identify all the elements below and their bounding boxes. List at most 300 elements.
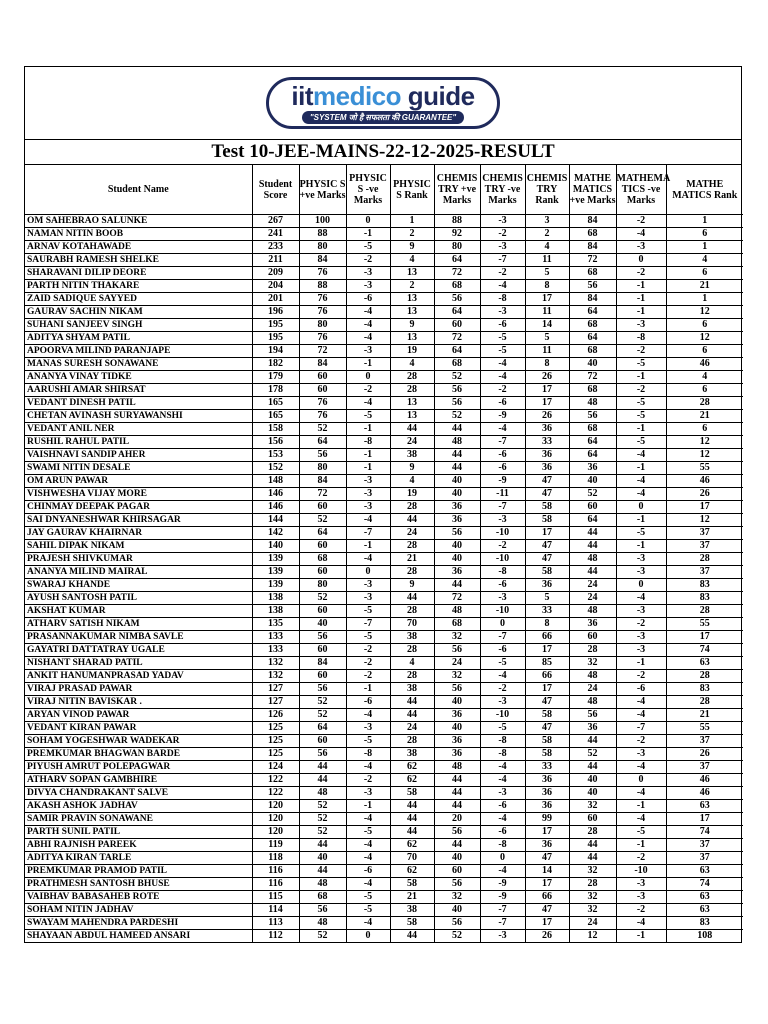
score-cell: 46 <box>666 774 743 787</box>
table-row <box>25 800 743 813</box>
score-cell: 9 <box>390 579 434 592</box>
score-cell: -3 <box>480 696 525 709</box>
score-cell: 72 <box>434 592 480 605</box>
score-cell: 36 <box>525 579 569 592</box>
table-body <box>25 215 743 943</box>
score-cell: 40 <box>569 774 616 787</box>
score-cell: -3 <box>480 306 525 319</box>
student-name-cell: AKASH ASHOK JADHAV <box>25 800 252 813</box>
score-cell: 83 <box>666 683 743 696</box>
score-cell: 63 <box>666 865 743 878</box>
score-cell: 64 <box>434 345 480 358</box>
score-cell: 36 <box>569 462 616 475</box>
score-cell: -2 <box>480 228 525 241</box>
score-cell: 138 <box>252 592 299 605</box>
score-cell: 40 <box>434 540 480 553</box>
score-cell: 26 <box>666 488 743 501</box>
score-cell: 47 <box>525 722 569 735</box>
table-row <box>25 761 743 774</box>
score-cell: 55 <box>666 722 743 735</box>
column-header: PHYSIC S +ve Marks <box>299 165 346 215</box>
score-cell: 36 <box>569 618 616 631</box>
score-cell: 92 <box>434 228 480 241</box>
student-name-cell: MANAS SURESH SONAWANE <box>25 358 252 371</box>
score-cell: 52 <box>299 696 346 709</box>
score-cell: 4 <box>666 254 743 267</box>
score-cell: 28 <box>390 644 434 657</box>
score-cell: -2 <box>346 644 390 657</box>
score-cell: 60 <box>299 735 346 748</box>
score-cell: 44 <box>434 579 480 592</box>
score-cell: -2 <box>346 384 390 397</box>
score-cell: -9 <box>480 410 525 423</box>
score-cell: -4 <box>346 761 390 774</box>
score-cell: 28 <box>390 371 434 384</box>
score-cell: -6 <box>480 449 525 462</box>
score-cell: 76 <box>299 397 346 410</box>
score-cell: -1 <box>616 540 666 553</box>
score-cell: -1 <box>616 839 666 852</box>
score-cell: 68 <box>569 267 616 280</box>
score-cell: 267 <box>252 215 299 228</box>
student-name-cell: SAMIR PRAVIN SONAWANE <box>25 813 252 826</box>
table-row <box>25 592 743 605</box>
score-cell: -10 <box>480 553 525 566</box>
score-cell: -11 <box>480 488 525 501</box>
score-cell: -2 <box>616 904 666 917</box>
score-cell: 60 <box>434 865 480 878</box>
score-cell: 44 <box>434 462 480 475</box>
score-cell: 152 <box>252 462 299 475</box>
score-cell: 26 <box>525 371 569 384</box>
table-row <box>25 254 743 267</box>
score-cell: 19 <box>390 345 434 358</box>
score-cell: -8 <box>346 436 390 449</box>
score-cell: 52 <box>299 930 346 943</box>
table-row <box>25 501 743 514</box>
table-row <box>25 514 743 527</box>
student-name-cell: SHAYAAN ABDUL HAMEED ANSARI <box>25 930 252 943</box>
score-cell: 11 <box>525 254 569 267</box>
score-cell: -4 <box>346 553 390 566</box>
score-cell: 17 <box>525 917 569 930</box>
score-cell: -6 <box>480 644 525 657</box>
score-cell: 44 <box>390 514 434 527</box>
table-row <box>25 358 743 371</box>
score-cell: 5 <box>525 592 569 605</box>
student-name-cell: ANANYA VINAY TIDKE <box>25 371 252 384</box>
score-cell: -10 <box>480 527 525 540</box>
score-cell: 37 <box>666 839 743 852</box>
table-row <box>25 787 743 800</box>
score-cell: 58 <box>390 878 434 891</box>
score-cell: 36 <box>525 800 569 813</box>
score-cell: 58 <box>390 917 434 930</box>
student-name-cell: VIRAJ NITIN BAVISKAR . <box>25 696 252 709</box>
score-cell: -2 <box>616 670 666 683</box>
score-cell: -6 <box>480 826 525 839</box>
score-cell: -5 <box>346 631 390 644</box>
score-cell: 64 <box>299 722 346 735</box>
score-cell: -2 <box>616 384 666 397</box>
score-cell: -5 <box>616 410 666 423</box>
score-cell: 60 <box>434 319 480 332</box>
score-cell: 17 <box>525 397 569 410</box>
score-cell: 58 <box>525 709 569 722</box>
table-row <box>25 436 743 449</box>
score-cell: 0 <box>616 254 666 267</box>
score-cell: 64 <box>569 332 616 345</box>
score-cell: -4 <box>616 696 666 709</box>
score-cell: 37 <box>666 735 743 748</box>
score-cell: 60 <box>299 670 346 683</box>
score-cell: 66 <box>525 670 569 683</box>
brand-logo <box>266 77 500 129</box>
student-name-cell: PRASANNAKUMAR NIMBA SAVLE <box>25 631 252 644</box>
score-cell: 37 <box>666 527 743 540</box>
score-cell: 32 <box>569 657 616 670</box>
score-cell: 52 <box>299 514 346 527</box>
student-name-cell: ATHARV SATISH NIKAM <box>25 618 252 631</box>
score-cell: -6 <box>346 293 390 306</box>
student-name-cell: VISHWESHA VIJAY MORE <box>25 488 252 501</box>
score-cell: 48 <box>569 553 616 566</box>
score-cell: 115 <box>252 891 299 904</box>
score-cell: 44 <box>434 787 480 800</box>
table-row <box>25 631 743 644</box>
score-cell: -5 <box>480 722 525 735</box>
table-row <box>25 397 743 410</box>
score-cell: 142 <box>252 527 299 540</box>
score-cell: -1 <box>346 423 390 436</box>
score-cell: 0 <box>616 501 666 514</box>
score-cell: 135 <box>252 618 299 631</box>
score-cell: -8 <box>480 735 525 748</box>
score-cell: 127 <box>252 696 299 709</box>
score-cell: 47 <box>525 696 569 709</box>
student-name-cell: ANANYA MILIND MAIRAL <box>25 566 252 579</box>
score-cell: 1 <box>666 293 743 306</box>
score-cell: -7 <box>480 436 525 449</box>
page-title: Test 10-JEE-MAINS-22-12-2025-RESULT <box>25 140 741 165</box>
table-row <box>25 605 743 618</box>
score-cell: -6 <box>616 683 666 696</box>
student-name-cell: ARNAV KOTAHAWADE <box>25 241 252 254</box>
score-cell: -3 <box>616 566 666 579</box>
score-cell: 47 <box>525 488 569 501</box>
score-cell: 0 <box>616 579 666 592</box>
score-cell: 5 <box>525 267 569 280</box>
table-row <box>25 696 743 709</box>
score-cell: 40 <box>434 904 480 917</box>
score-cell: 122 <box>252 787 299 800</box>
score-cell: -3 <box>480 592 525 605</box>
score-cell: 158 <box>252 423 299 436</box>
score-cell: 32 <box>434 670 480 683</box>
score-cell: 72 <box>569 371 616 384</box>
score-cell: 32 <box>569 865 616 878</box>
score-cell: -7 <box>346 527 390 540</box>
student-name-cell: ABHI RAJNISH PAREEK <box>25 839 252 852</box>
score-cell: 72 <box>299 345 346 358</box>
score-cell: 13 <box>390 410 434 423</box>
student-name-cell: SAURABH RAMESH SHELKE <box>25 254 252 267</box>
student-name-cell: PARTH NITIN THAKARE <box>25 280 252 293</box>
score-cell: 26 <box>525 930 569 943</box>
score-cell: 26 <box>666 748 743 761</box>
score-cell: 40 <box>299 852 346 865</box>
score-cell: 44 <box>434 449 480 462</box>
score-cell: 4 <box>525 241 569 254</box>
score-cell: 68 <box>434 280 480 293</box>
score-cell: 24 <box>569 683 616 696</box>
score-cell: -5 <box>346 735 390 748</box>
score-cell: 84 <box>569 215 616 228</box>
table-row <box>25 930 743 943</box>
student-name-cell: VAISHNAVI SANDIP AHER <box>25 449 252 462</box>
score-cell: 33 <box>525 436 569 449</box>
score-cell: -4 <box>480 371 525 384</box>
column-header: CHEMIS TRY -ve Marks <box>480 165 525 215</box>
score-cell: -1 <box>616 423 666 436</box>
score-cell: 74 <box>666 826 743 839</box>
score-cell: 58 <box>525 514 569 527</box>
score-cell: 52 <box>569 488 616 501</box>
score-cell: 52 <box>299 826 346 839</box>
score-cell: 58 <box>390 787 434 800</box>
score-cell: 38 <box>390 631 434 644</box>
score-cell: -6 <box>480 462 525 475</box>
student-name-cell: JAY GAURAV KHAIRNAR <box>25 527 252 540</box>
score-cell: 125 <box>252 722 299 735</box>
score-cell: 64 <box>569 306 616 319</box>
score-cell: -6 <box>480 800 525 813</box>
score-cell: 64 <box>299 527 346 540</box>
score-cell: 44 <box>434 839 480 852</box>
score-cell: -4 <box>480 774 525 787</box>
score-cell: -8 <box>480 839 525 852</box>
score-cell: -4 <box>346 332 390 345</box>
score-cell: 80 <box>434 241 480 254</box>
score-cell: -4 <box>616 592 666 605</box>
score-cell: 5 <box>525 332 569 345</box>
score-cell: -7 <box>480 904 525 917</box>
score-cell: 17 <box>525 527 569 540</box>
score-cell: 72 <box>569 254 616 267</box>
score-cell: -5 <box>480 345 525 358</box>
score-cell: 14 <box>525 319 569 332</box>
score-cell: -4 <box>616 488 666 501</box>
score-cell: -8 <box>616 332 666 345</box>
score-cell: -6 <box>480 397 525 410</box>
table-row <box>25 748 743 761</box>
score-cell: 12 <box>666 436 743 449</box>
table-row <box>25 345 743 358</box>
score-cell: 48 <box>569 670 616 683</box>
score-cell: 146 <box>252 488 299 501</box>
score-cell: 13 <box>390 306 434 319</box>
student-name-cell: PARTH SUNIL PATIL <box>25 826 252 839</box>
table-row <box>25 423 743 436</box>
student-name-cell: SHARAVANI DILIP DEORE <box>25 267 252 280</box>
score-cell: 1 <box>666 215 743 228</box>
table-row <box>25 384 743 397</box>
score-cell: 44 <box>569 839 616 852</box>
score-cell: -5 <box>616 527 666 540</box>
student-name-cell: ZAID SADIQUE SAYYED <box>25 293 252 306</box>
score-cell: 84 <box>299 475 346 488</box>
score-cell: 68 <box>569 345 616 358</box>
logo-header <box>25 67 741 140</box>
score-cell: 83 <box>666 579 743 592</box>
score-cell: 178 <box>252 384 299 397</box>
score-cell: -9 <box>480 891 525 904</box>
score-cell: 6 <box>666 267 743 280</box>
header-row <box>25 165 743 215</box>
score-cell: 120 <box>252 826 299 839</box>
score-cell: 40 <box>569 358 616 371</box>
score-cell: 56 <box>569 709 616 722</box>
student-name-cell: CHINMAY DEEPAK PAGAR <box>25 501 252 514</box>
score-cell: 85 <box>525 657 569 670</box>
score-cell: 72 <box>434 332 480 345</box>
score-cell: 132 <box>252 670 299 683</box>
table-row <box>25 826 743 839</box>
table-row <box>25 813 743 826</box>
score-cell: 12 <box>666 514 743 527</box>
score-cell: 32 <box>569 891 616 904</box>
score-cell: 28 <box>390 501 434 514</box>
column-header: MATHEMA TICS -ve Marks <box>616 165 666 215</box>
score-cell: 2 <box>390 280 434 293</box>
score-cell: 52 <box>569 748 616 761</box>
score-cell: 125 <box>252 748 299 761</box>
student-name-cell: SOHAM NITIN JADHAV <box>25 904 252 917</box>
score-cell: 72 <box>299 488 346 501</box>
score-cell: -1 <box>346 683 390 696</box>
score-cell: 37 <box>666 540 743 553</box>
score-cell: -2 <box>346 670 390 683</box>
score-cell: 26 <box>525 410 569 423</box>
table-row <box>25 215 743 228</box>
score-cell: 113 <box>252 917 299 930</box>
score-cell: 60 <box>569 631 616 644</box>
table-row <box>25 644 743 657</box>
score-cell: -5 <box>346 826 390 839</box>
student-name-cell: ADITYA KIRAN TARLE <box>25 852 252 865</box>
score-cell: 84 <box>299 657 346 670</box>
score-cell: 76 <box>299 332 346 345</box>
table-row <box>25 579 743 592</box>
score-cell: 55 <box>666 462 743 475</box>
score-cell: 56 <box>299 449 346 462</box>
score-cell: 62 <box>390 761 434 774</box>
table-row <box>25 267 743 280</box>
score-cell: 68 <box>434 358 480 371</box>
score-cell: -5 <box>346 904 390 917</box>
score-cell: -4 <box>480 358 525 371</box>
table-row <box>25 371 743 384</box>
student-name-cell: AYUSH SANTOSH PATIL <box>25 592 252 605</box>
score-cell: -8 <box>480 748 525 761</box>
score-cell: 0 <box>346 566 390 579</box>
score-cell: 24 <box>390 436 434 449</box>
score-cell: 47 <box>525 475 569 488</box>
score-cell: 68 <box>434 618 480 631</box>
student-name-cell: ARYAN VINOD PAWAR <box>25 709 252 722</box>
score-cell: 47 <box>525 904 569 917</box>
score-cell: -6 <box>346 696 390 709</box>
score-cell: -4 <box>346 878 390 891</box>
table-row <box>25 319 743 332</box>
score-cell: 201 <box>252 293 299 306</box>
score-cell: 148 <box>252 475 299 488</box>
score-cell: 144 <box>252 514 299 527</box>
score-cell: 20 <box>434 813 480 826</box>
score-cell: 60 <box>299 384 346 397</box>
score-cell: -4 <box>616 709 666 722</box>
score-cell: 132 <box>252 657 299 670</box>
score-cell: 60 <box>299 566 346 579</box>
score-cell: -4 <box>616 917 666 930</box>
score-cell: 17 <box>525 683 569 696</box>
table-row <box>25 852 743 865</box>
student-name-cell: PRATHMESH SANTOSH BHUSE <box>25 878 252 891</box>
score-cell: 133 <box>252 644 299 657</box>
score-cell: 1 <box>390 215 434 228</box>
score-cell: 58 <box>525 501 569 514</box>
score-cell: 56 <box>434 384 480 397</box>
score-cell: -3 <box>480 241 525 254</box>
score-cell: 133 <box>252 631 299 644</box>
score-cell: 44 <box>299 761 346 774</box>
score-cell: 36 <box>525 774 569 787</box>
score-cell: 88 <box>434 215 480 228</box>
score-cell: -1 <box>346 462 390 475</box>
score-cell: 60 <box>299 644 346 657</box>
score-cell: -3 <box>480 514 525 527</box>
score-cell: -3 <box>346 592 390 605</box>
score-cell: 179 <box>252 371 299 384</box>
score-cell: 127 <box>252 683 299 696</box>
score-cell: 17 <box>525 878 569 891</box>
score-cell: -6 <box>346 865 390 878</box>
score-cell: 36 <box>525 423 569 436</box>
score-cell: 56 <box>299 683 346 696</box>
score-cell: 108 <box>666 930 743 943</box>
score-cell: 4 <box>666 371 743 384</box>
score-cell: -5 <box>616 397 666 410</box>
score-cell: 156 <box>252 436 299 449</box>
table-row <box>25 462 743 475</box>
score-cell: 28 <box>390 670 434 683</box>
student-name-cell: AARUSHI AMAR SHIRSAT <box>25 384 252 397</box>
score-cell: 165 <box>252 397 299 410</box>
score-cell: 4 <box>390 657 434 670</box>
score-cell: 24 <box>569 592 616 605</box>
score-cell: 28 <box>390 735 434 748</box>
score-cell: -2 <box>616 852 666 865</box>
score-cell: -3 <box>480 215 525 228</box>
column-header: CHEMIS TRY Rank <box>525 165 569 215</box>
score-cell: 17 <box>525 826 569 839</box>
score-cell: 37 <box>666 852 743 865</box>
score-cell: 52 <box>299 592 346 605</box>
score-cell: 44 <box>569 735 616 748</box>
table-row <box>25 683 743 696</box>
score-cell: 28 <box>666 397 743 410</box>
score-cell: 64 <box>569 436 616 449</box>
